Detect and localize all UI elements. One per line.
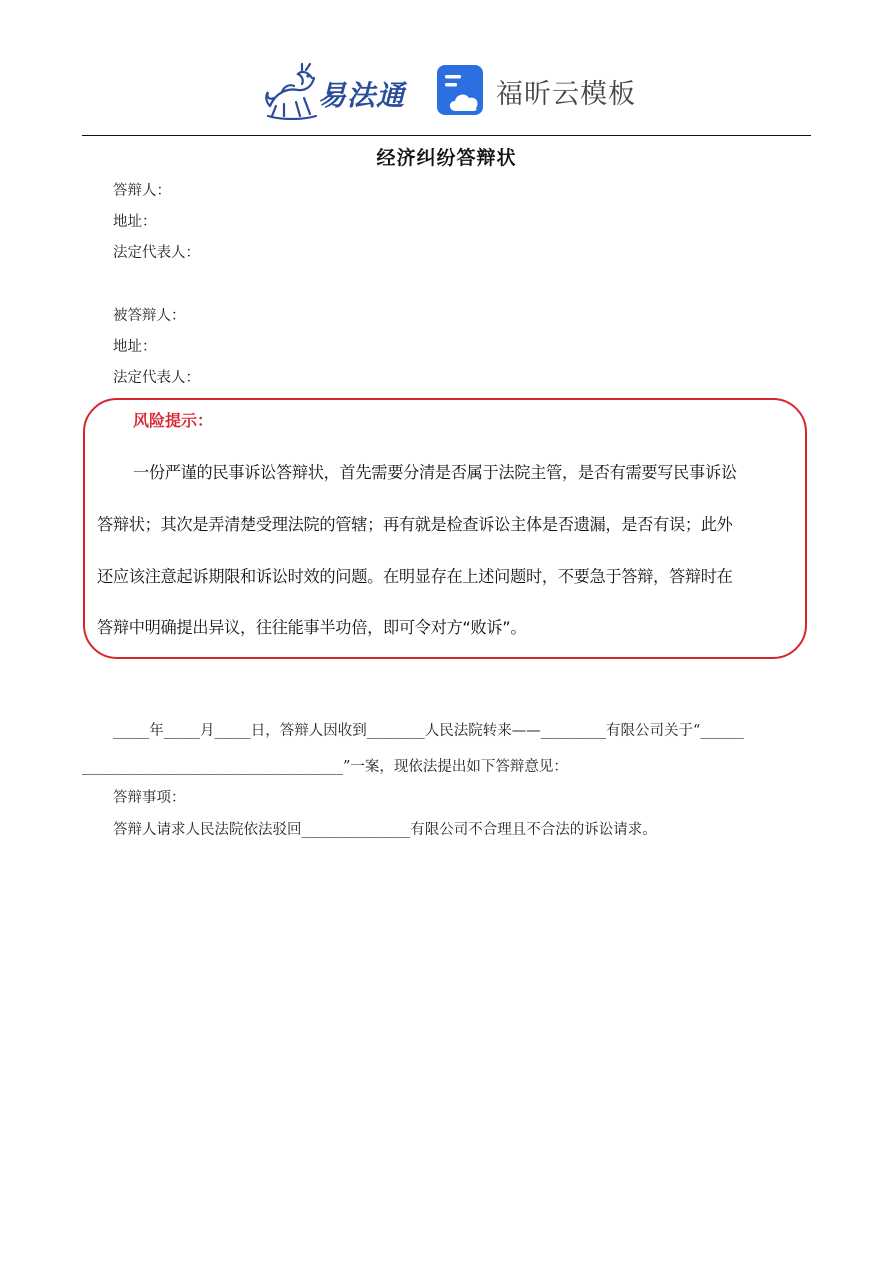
risk-line: 答辩中明确提出异议，往往能事半功倍，即可令对方“败诉”。 bbox=[97, 618, 527, 637]
document-title: 经济纠纷答辩状 bbox=[376, 147, 517, 169]
fuxin-logo bbox=[436, 64, 636, 118]
defense-request: 答辩人请求人民法院依法驳回_______________有限公司不合理且不合法的诉讼请求。 bbox=[113, 822, 657, 838]
cloud-document-icon bbox=[436, 64, 486, 118]
yifatong-logo bbox=[262, 62, 414, 120]
page-header bbox=[0, 0, 893, 136]
yifatong-brand-text: 易法通 bbox=[318, 79, 406, 112]
qilin-icon bbox=[262, 62, 322, 120]
respondent-label: 答辩人： bbox=[113, 183, 171, 199]
risk-line: 答辩状；其次是弄清楚受理法院的管辖；再有就是检查诉讼主体是否遗漏，是否有误；此外 bbox=[97, 515, 733, 534]
respondent-address: 地址： bbox=[113, 214, 157, 230]
respondent-legal-rep: 法定代表人： bbox=[113, 245, 200, 261]
risk-line: 还应该注意起诉期限和诉讼时效的问题。在明显存在上述问题时，不要急于答辩，答辩时在 bbox=[97, 567, 733, 586]
risk-warning-title: 风险提示： bbox=[133, 411, 214, 430]
defense-matters-label: 答辩事项： bbox=[113, 790, 186, 806]
plaintiff-legal-rep: 法定代表人： bbox=[113, 370, 200, 386]
body-intro-line-1: _____年_____月_____日，答辩人因收到________人民法院转来——_________有限公司关于“______ bbox=[113, 723, 744, 739]
body-intro-line-2: ____________________________________”一案，现依法提出如下答辩意见： bbox=[82, 759, 568, 775]
header-divider bbox=[82, 135, 811, 136]
fuxin-brand-text: 福昕云模板 bbox=[496, 78, 636, 110]
risk-line: 一份严谨的民事诉讼答辩状，首先需要分清是否属于法院主管，是否有需要写民事诉讼 bbox=[133, 463, 737, 482]
plaintiff-label: 被答辩人： bbox=[113, 308, 186, 324]
plaintiff-address: 地址： bbox=[113, 339, 157, 355]
